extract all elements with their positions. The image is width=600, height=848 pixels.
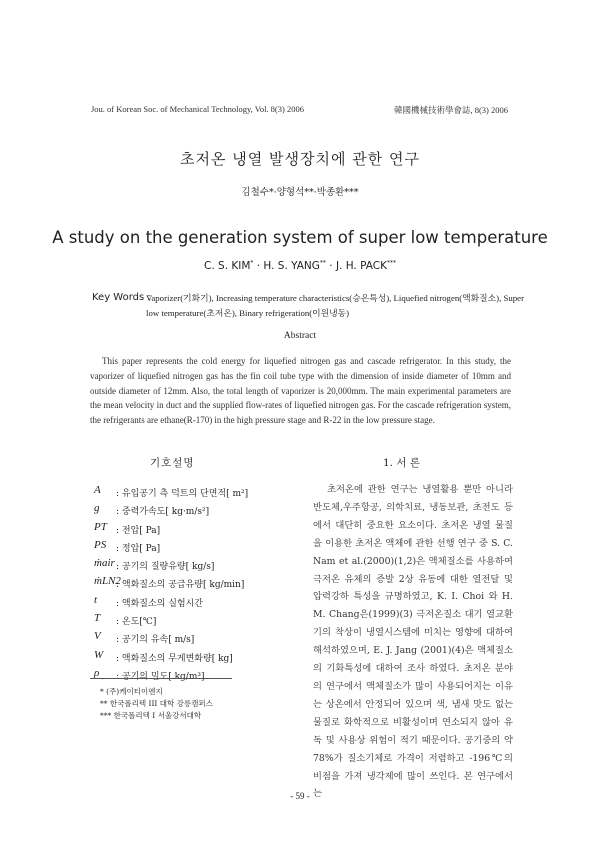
abstract-body: [90, 354, 511, 428]
symbol-description: : 액화질소의 실험시간: [116, 598, 204, 609]
symbol: t: [94, 593, 98, 606]
symbol-row: [88, 630, 288, 648]
author-1: C. S. KIM: [204, 260, 251, 272]
symbol-description: : 공기의 유속[ m/s]: [116, 635, 195, 646]
symbol: T: [94, 612, 101, 625]
symbols-heading: 기호설명: [150, 457, 195, 469]
symbol-row: [88, 649, 288, 667]
footnote: ** 한국폴리텍 III 대학 강릉캠퍼스: [100, 699, 213, 708]
symbol-description: : 공기의 밀도[ kg/m³]: [116, 671, 205, 682]
symbol-row: [88, 612, 288, 630]
symbol: A: [94, 484, 101, 496]
symbol: g: [94, 502, 100, 515]
symbol: ṁLN2: [94, 575, 121, 588]
symbol: W: [94, 648, 104, 661]
symbol-description: : 유입공기 측 덕트의 단면적[ m²]: [116, 489, 249, 499]
symbol-row: [88, 575, 288, 593]
footnotes: [100, 686, 213, 722]
symbol: PS: [94, 538, 107, 551]
symbol-row: [88, 594, 288, 612]
introduction-body: [313, 481, 513, 803]
author-sep-1: ·: [253, 260, 264, 272]
author-sep-2: ·: [325, 260, 336, 272]
symbol-row: [88, 502, 288, 520]
symbol: PT: [94, 520, 107, 533]
introduction-paragraph: 초저온에 관한 연구는 냉열활용 뿐만 아니라 반도체,우주항공, 의학치료, 냉동보관, 초전도 등에서 대단히 중요한 요소이다. 초저온 냉열 물질을 이용한 초저온 액체에 관한 선행 연구 중 S. C. Nam et al.(2000)(1,2)은 액체질소를 사용하여 극저온 유체의 증발 2상 유동에 대한 열전달 및 압력강하 특성을 규명하였고, K. I. Choi 와 H. M. Chang은(1999)(3) 극저온질소 대기 열교환기의 착상이 냉열시스템에 미치는 영향에 대하여 해석하였으며, E. J. Jang (2001)(4)은 액체질소의 기화특성에 대하여 조사 하였다. 초저온 분야의 연구에서 액체질소가 많이 사용되어지는 이유는 상온에서 안정되어 있으며 색, 냄새 맛도 없는 물질로 화학적으로 비활성이며 연소되지 않아 유독 및 사용상 위험이 적기 때문이다. 공기중의 약 78%가 질소기체로 가격이 저렴하고 -196℃의 비점을 가져 냉각제에 많이 쓰인다. 본 연구에서는: [313, 484, 513, 800]
symbol-description: : 액화질소의 무게변화량[ kg]: [116, 653, 233, 664]
symbols-list: [88, 484, 288, 685]
symbol-description: : 전압[ Pa]: [116, 525, 161, 536]
symbol-description: : 중력가속도[ kg·m/s²]: [116, 507, 210, 518]
abstract-heading: Abstract: [283, 331, 317, 341]
symbol: ṁair: [94, 557, 115, 570]
footnote: * (주)케이티이엔지: [100, 687, 163, 696]
journal-header-left: Jou. of Korean Soc. of Mechanical Technology, Vol. 8(3) 2006: [91, 104, 304, 114]
korean-title: 초저온 냉열 발생장치에 관한 연구: [180, 150, 420, 168]
symbol-description: : 액화질소의 공급유량[ kg/min]: [116, 580, 245, 591]
symbol-description: : 공기의 질량유량[ kg/s]: [116, 562, 215, 573]
korean-authors: 김철수*·양형석**·박종환***: [241, 187, 359, 198]
symbol: ρ: [94, 666, 100, 679]
author-1-mark: *: [250, 259, 254, 267]
journal-header-right: 韓國機械技術學會誌, 8(3) 2006: [393, 105, 508, 115]
author-3: J. H. PACK: [335, 260, 387, 272]
abstract-paragraph: This paper represents the cold energy for liquefied nitrogen gas and cascade refrigerator. In this study, the vaporizer of liquefied nitrogen gas has the fin coil tube type with the dimension of inside diameter of 10mm and outside diameter of 12mm. Also, the total length of vaporizer is 20,000mm. The main experimental parameters are the mean velocity in duct and the supplied flow-rates of liquefied nitrogen gas. For the cascade refrigeration system, the refrigerants are ethane(R-170) in the high pressure stage and R-22 in the low pressure stage.: [90, 356, 511, 426]
footnote-divider: [90, 678, 232, 679]
author-3-mark: ***: [386, 259, 396, 267]
page-number: - 59 -: [290, 791, 310, 801]
symbol-row: [88, 667, 288, 685]
symbol-row: [88, 557, 288, 575]
author-2-mark: **: [319, 259, 326, 267]
footnote: *** 한국폴리텍 I 서울강서대학: [100, 711, 202, 720]
symbol-row: [88, 484, 288, 502]
keywords-block: [92, 291, 532, 320]
symbol-description: : 온도[℃]: [116, 617, 157, 628]
keywords-text: Vaporizer(기화기), Increasing temperature characteristics(승온특성), Liquefied nitrogen(액화질소), Super low temperature(초저온), Binary refrigeration(이원냉동): [146, 293, 525, 318]
symbol: V: [94, 630, 101, 643]
symbol-row: [88, 539, 288, 557]
symbol-row: [88, 521, 288, 539]
author-2: H. S. YANG: [263, 260, 320, 272]
english-authors: [0, 260, 600, 272]
keywords-label: Key Words :: [92, 292, 151, 303]
section-heading-introduction: 1. 서 론: [383, 457, 420, 469]
english-title: A study on the generation system of super low temperature: [52, 228, 548, 247]
symbol-description: : 정압[ Pa]: [116, 543, 161, 554]
